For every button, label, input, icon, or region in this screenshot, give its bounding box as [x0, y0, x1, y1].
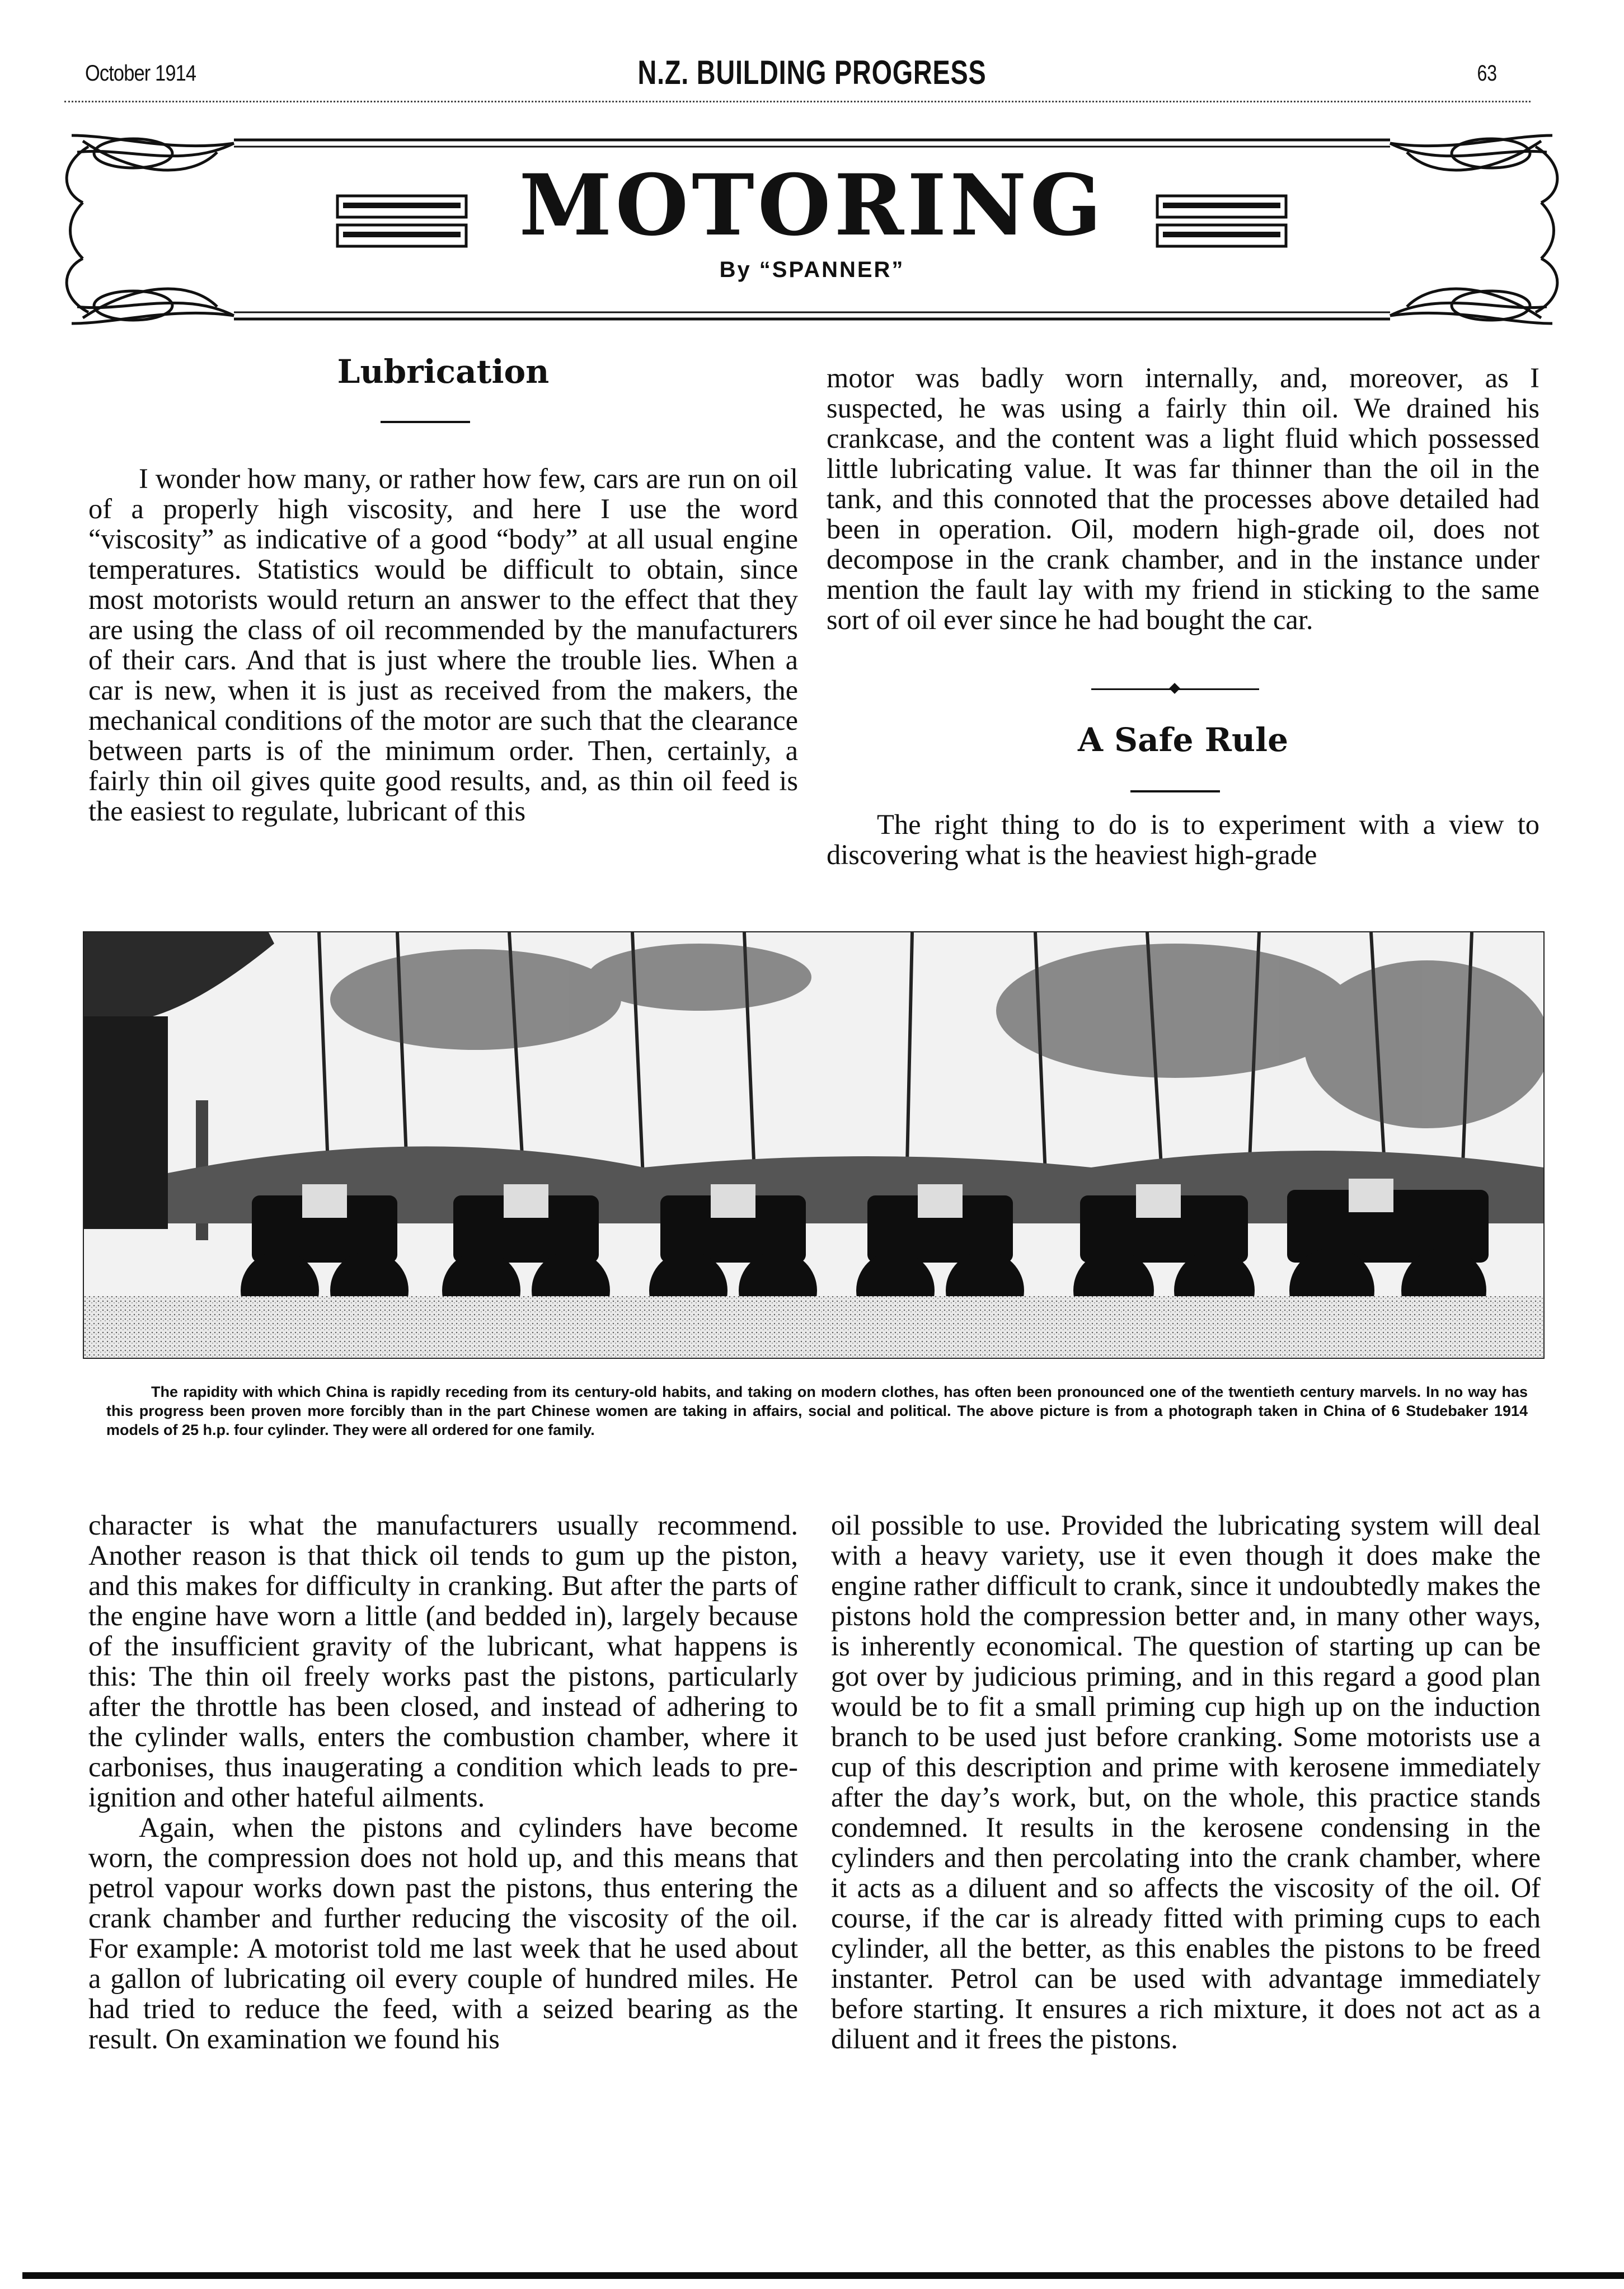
heading-safe-rule: A Safe Rule	[1077, 721, 1288, 759]
heading-lubrication: Lubrication	[337, 353, 550, 391]
paragraph: Again, when the pistons and cylinders have become worn, the compression does not hold up, and this means that petrol vapour works down past the pistons, thus entering the crank chamber and further reducing the viscosity of the oil. For example: A motorist told me last week that he used about a gallon of lubricating oil every couple of hundred miles. He had tried to reduce the feed, with a seized bearing as the result. On examination we found his	[88, 1812, 798, 2055]
paragraph: oil possible to use. Provided the lubricating system will deal with a heavy variety, use it even though it does make the engine rather difficult to crank, since it undoubtedly makes the pistons hold the compression better and, in many other ways, is inherently economical. The question of starting up can be got over by judicious priming, and in this regard a good plan would be to fit a small priming cup high up on the induction branch to be used just before cranking. Some motorists use a cup of this description and prime with kerosene immediately after the day’s work, but, on the whole, this practice stands condemned. It results in the kerosene condensing in the cylinders and then percolating into the crank chamber, where it acts as a diluent and so affects the viscosity of the oil. Of course, if the car is already fitted with priming cups to each cylinder, all the better, as this enables the pistons to be freed instanter. Petrol can be used with advantage immediately before starting. It ensures a rich mixture, it does not act as a diluent and it frees the pistons.	[831, 1509, 1541, 2055]
page-number: 63	[1477, 61, 1498, 86]
header-divider	[64, 101, 1531, 102]
heading-rule	[381, 421, 470, 423]
issue-date: October 1914	[85, 61, 196, 86]
column-right-top	[827, 363, 1539, 635]
column-left-bottom	[88, 1510, 798, 2054]
heading-rule	[1130, 790, 1220, 792]
running-head	[0, 53, 1624, 92]
column-right-top-2	[827, 809, 1539, 870]
column-left-top	[88, 463, 798, 826]
section-title: MOTORING	[519, 156, 1105, 255]
section-banner	[49, 130, 1575, 329]
photograph-cars	[83, 931, 1545, 1359]
diamond-ornament-icon	[1169, 683, 1180, 694]
footer-rule	[22, 2272, 1624, 2279]
paragraph: The right thing to do is to experiment with a view to discovering what is the heaviest high-grade	[827, 809, 1539, 870]
byline: By “SPANNER”	[719, 257, 905, 282]
paragraph: character is what the manufacturers usually recommend. Another reason is that thick oil tends to gum up the piston, and this makes for difficulty in cranking. But after the parts of the engine have worn a little (and bedded in), largely because of the insufficient gravity of the lubricant, what happens is this: The thin oil freely works past the pistons, particularly after the throttle has been closed, and instead of adhering to the cylinder walls, enters the combustion chamber, where it carbonises, thus inaugerating a condition which leads to pre-ignition and other hateful ailments.	[88, 1509, 798, 1813]
column-right-bottom	[831, 1510, 1541, 2054]
car-photo-icon	[84, 932, 1543, 1358]
photo-caption	[106, 1382, 1528, 1439]
paragraph: I wonder how many, or rather how few, cars are run on oil of a properly high viscosity, and here I use the word “viscosity” as indicative of a good “body” at all usual engine temperatures. Statistics would be difficult to obtain, since most motorists would return an answer to the effect that they are using the class of oil recommended by the manufacturers of their cars. And that is just where the trouble lies. When a car is new, when it is just as received from the makers, the mechanical conditions of the motor are such that the clearance between parts is of the minimum order. Then, certainly, a fairly thin oil gives quite good results, and, as thin oil feed is the easiest to regulate, lubricant of this	[88, 463, 798, 827]
section-divider	[1091, 688, 1259, 690]
paragraph: motor was badly worn internally, and, moreover, as I suspected, he was using a fairly thin oil. We drained his crankcase, and the content was a light fluid which possessed little lubricating value. It was far thinner than the oil in the tank, and this connoted that the processes above detailed had been in operation. Oil, modern high-grade oil, does not decompose in the crank chamber, and in the instance under mention the fault lay with my friend in sticking to the same sort of oil ever since he had bought the car.	[827, 362, 1539, 635]
caption-text: The rapidity with which China is rapidly receding from its century-old habits, and taking on modern clothes, has often been pronounced one of the twentieth century marvels. In no way has this progress been proven more forcibly than in the part Chinese women are taking in affairs, social and political. The above picture is from a photograph taken in China of 6 Studebaker 1914 models of 25 h.p. four cylinder. They were all ordered for one family.	[106, 1383, 1528, 1438]
publication-title: N.Z. BUILDING PROGRESS	[637, 54, 987, 91]
